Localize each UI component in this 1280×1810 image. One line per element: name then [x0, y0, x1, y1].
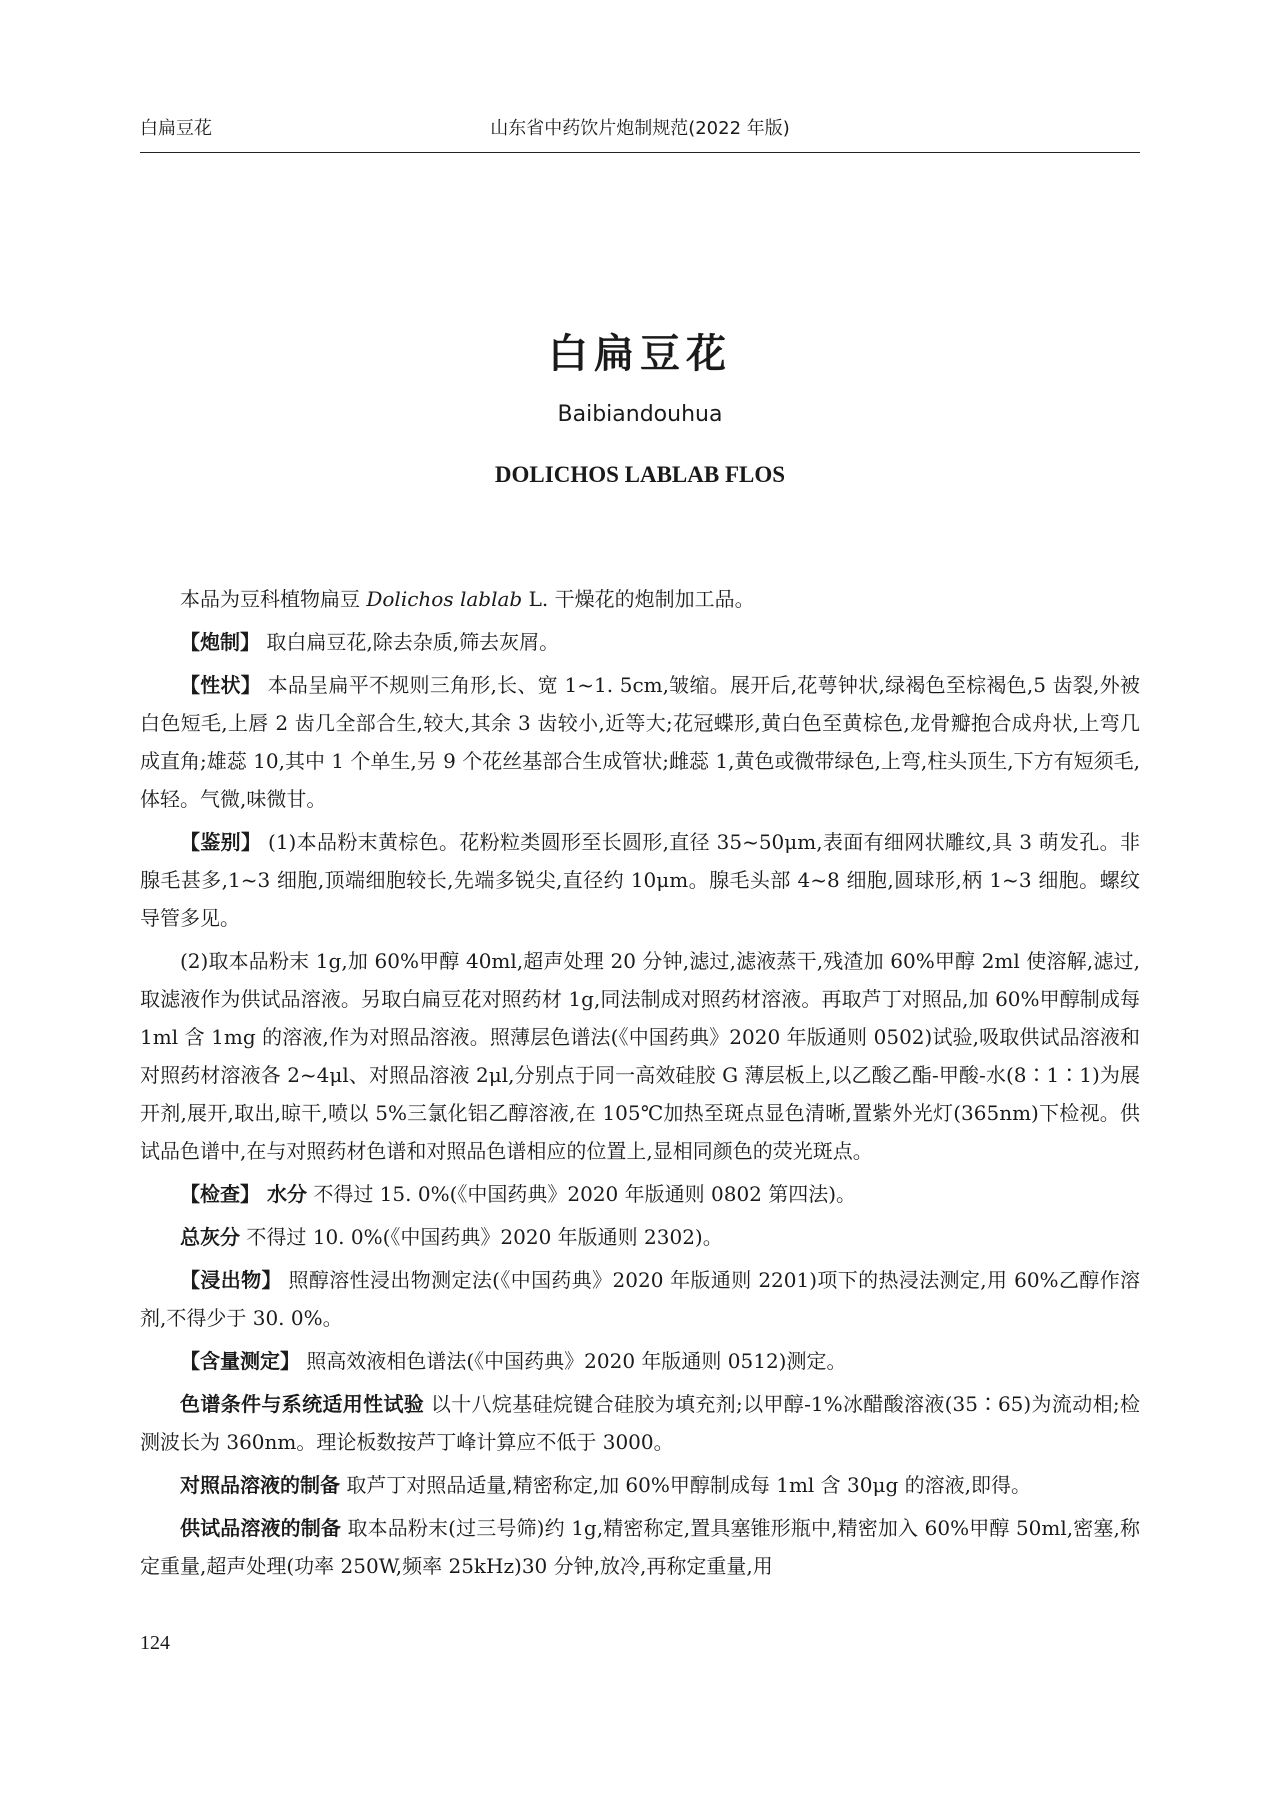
intro-text-a: 本品为豆科植物扁豆 [180, 587, 367, 611]
page-number: 124 [140, 1632, 170, 1654]
inspection-ash-paragraph [140, 1218, 1140, 1256]
reference-solution-paragraph [140, 1466, 1140, 1504]
test-solution-label: 供试品溶液的制备 [180, 1516, 342, 1540]
running-header-title: 山东省中药饮片炮制规范(2022 年版) [490, 118, 790, 139]
chromatography-text: 以十八烷基硅烷键合硅胶为填充剂;以甲醇-1%冰醋酸溶液(35∶65)为流动相;检测波长为 360nm。理论板数按芦丁峰计算应不低于 3000。 [140, 1392, 1140, 1454]
chromatography-paragraph [140, 1385, 1140, 1461]
chromatography-label: 色谱条件与系统适用性试验 [180, 1392, 425, 1416]
test-solution-paragraph [140, 1509, 1140, 1585]
assay-paragraph [140, 1342, 1140, 1380]
extract-text: 照醇溶性浸出物测定法(《中国药典》2020 年版通则 2201)项下的热浸法测定,用 60%乙醇作溶剂,不得少于 30. 0%。 [140, 1268, 1140, 1330]
assay-tag: 【含量测定】 [180, 1349, 300, 1373]
identification-text-2: (2)取本品粉末 1g,加 60%甲醇 40ml,超声处理 20 分钟,滤过,滤液蒸干,残渣加 60%甲醇 2ml 使溶解,滤过,取滤液作为供试品溶液。另取白扁豆花对照药材 1g,同法制成对照药材溶液。再取芦丁对照品,加 60%甲醇制成每 1ml 含 1mg 的溶液,作为对照品溶液。照薄层色谱法(《中国药典》2020 年版通则 0502)试验,吸取供试品溶液和对照药材溶液各 2~4μl、对照品溶液 2μl,分别点于同一高效硅胶 G 薄层板上,以乙酸乙酯-甲酸-水(8∶1∶1)为展开剂,展开,取出,晾干,喷以 5%三氯化铝乙醇溶液,在 105℃加热至斑点显色清晰,置紫外光灯(365nm)下检视。供试品色谱中,在与对照药材色谱和对照品色谱相应的位置上,显相同颜色的荧光斑点。 [140, 949, 1140, 1163]
identification-paragraph-2 [140, 942, 1140, 1170]
extract-tag: 【浸出物】 [180, 1268, 282, 1292]
pinyin-name: Baibiandouhua [557, 402, 723, 427]
water-label: 水分 [260, 1182, 307, 1206]
intro-text-b: L. 干燥花的炮制加工品。 [522, 587, 755, 611]
extract-paragraph [140, 1261, 1140, 1337]
identification-paragraph-1 [140, 823, 1140, 937]
description-paragraph [140, 666, 1140, 818]
intro-paragraph [140, 580, 1140, 618]
header-divider [140, 152, 1140, 153]
species-name: Dolichos lablab [366, 587, 523, 611]
latin-name: DOLICHOS LABLAB FLOS [494, 462, 786, 487]
test-solution-text: 取本品粉末(过三号筛)约 1g,精密称定,置具塞锥形瓶中,精密加入 60%甲醇 50ml,密塞,称定重量,超声处理(功率 250W,频率 25kHz)30 分钟,放冷,再称定重量,用 [140, 1516, 1140, 1578]
identification-text-1: (1)本品粉末黄棕色。花粉粒类圆形至长圆形,直径 35~50μm,表面有细网状雕纹,具 3 萌发孔。非腺毛甚多,1~3 细胞,顶端细胞较长,先端多锐尖,直径约 10μm。腺毛头部 4~8 细胞,圆球形,柄 1~3 细胞。螺纹导管多见。 [140, 830, 1140, 930]
inspection-water-paragraph [140, 1175, 1140, 1213]
running-header-left: 白扁豆花 [140, 118, 212, 139]
page-title: 白扁豆花 [548, 331, 732, 377]
assay-text: 照高效液相色谱法(《中国药典》2020 年版通则 0512)测定。 [300, 1349, 847, 1373]
ash-text: 不得过 10. 0%(《中国药典》2020 年版通则 2302)。 [240, 1225, 723, 1249]
reference-solution-label: 对照品溶液的制备 [180, 1473, 340, 1497]
identification-tag: 【鉴别】 [180, 830, 262, 854]
description-tag: 【性状】 [180, 673, 262, 697]
description-text: 本品呈扁平不规则三角形,长、宽 1~1. 5cm,皱缩。展开后,花萼钟状,绿褐色至棕褐色,5 齿裂,外被白色短毛,上唇 2 齿几全部合生,较大,其余 3 齿较小,近等大;花冠蝶形,黄白色至黄棕色,龙骨瓣抱合成舟状,上弯几成直角;雄蕊 10,其中 1 个单生,另 9 个花丝基部合生成管状;雌蕊 1,黄色或微带绿色,上弯,柱头顶生,下方有短须毛,体轻。气微,味微甘。 [140, 673, 1140, 811]
processing-tag: 【炮制】 [180, 630, 260, 654]
inspection-tag: 【检查】 [180, 1182, 260, 1206]
water-text: 不得过 15. 0%(《中国药典》2020 年版通则 0802 第四法)。 [306, 1182, 857, 1206]
monograph-body [140, 580, 1140, 1590]
processing-text: 取白扁豆花,除去杂质,筛去灰屑。 [260, 630, 560, 654]
processing-paragraph [140, 623, 1140, 661]
ash-label: 总灰分 [180, 1225, 240, 1249]
reference-solution-text: 取芦丁对照品适量,精密称定,加 60%甲醇制成每 1ml 含 30μg 的溶液,即得。 [340, 1473, 1032, 1497]
